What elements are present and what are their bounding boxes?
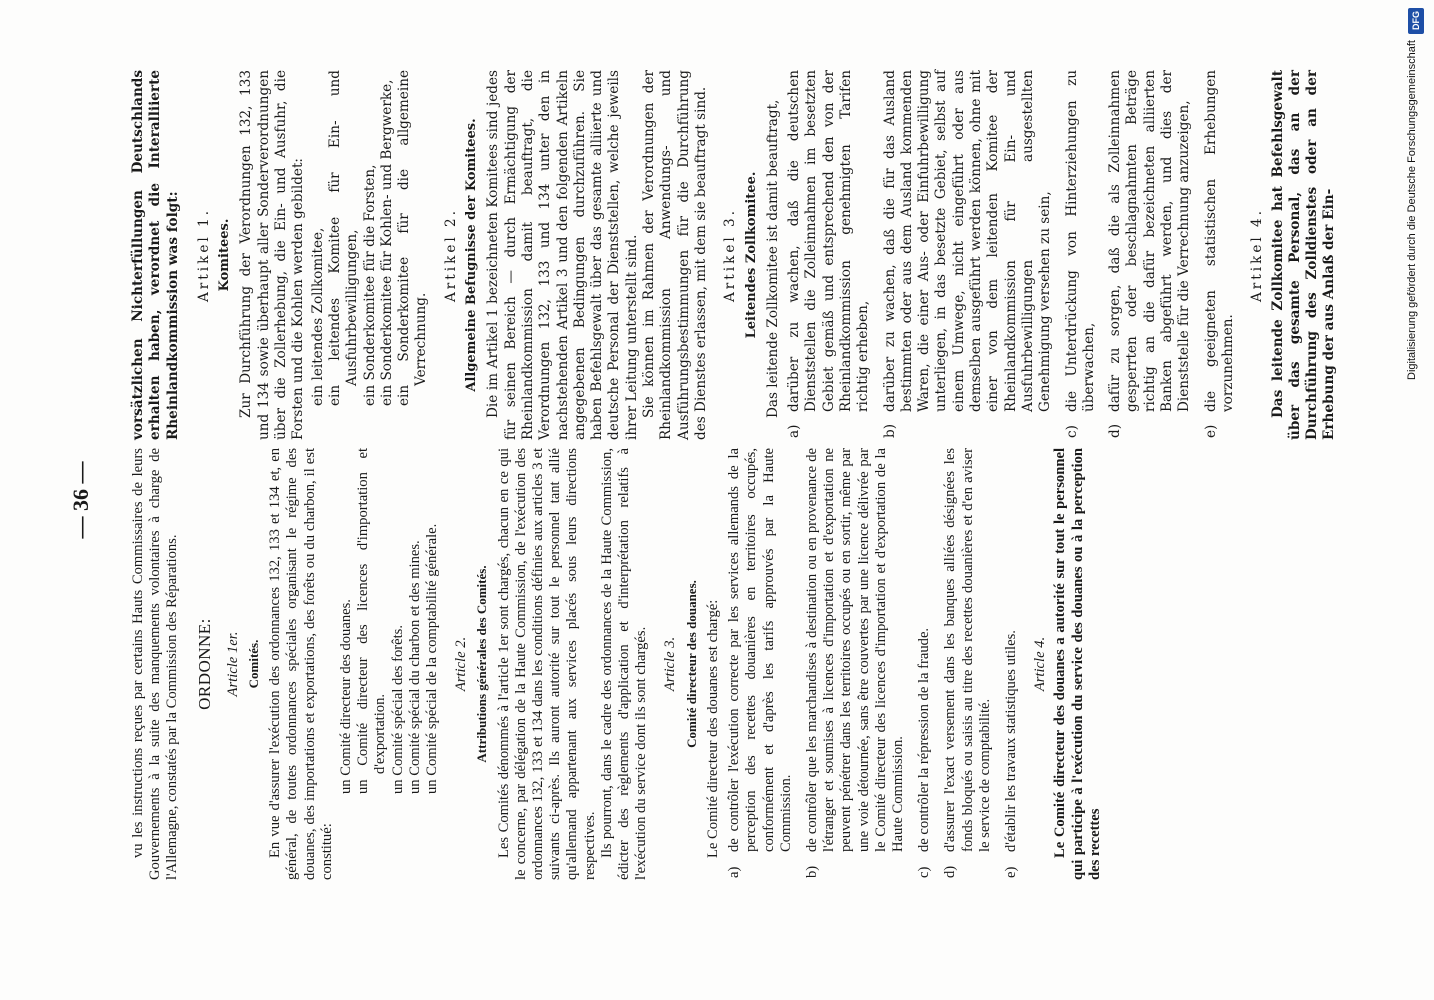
german-article-3-items — [786, 70, 1237, 440]
french-article-3-item — [942, 448, 994, 880]
french-intro: vu les instructions reçues par certains Hauts Commissaires de leurs Gouvernements à la suite des manquements volontaires à charge de l'Allemagne, constatés par la Commission des Réparations. — [130, 448, 181, 880]
french-article-3-item — [804, 448, 907, 880]
item-marker: b) — [881, 423, 898, 438]
german-intro: vorsätzlichen Nichterfüllungen Deutschlands erhalten haben, verordnet die Interalliierte Rheinlandkommission was folgt: — [130, 70, 181, 440]
german-committee-item: ein Sonderkomitee für die Forsten, — [361, 164, 378, 406]
item-text: dafür zu sorgen, daß die als Zolleinnahmen gesperrten oder beschlagnahmten Beträge richtig an die dafür bezeichneten alliierten Banken abgeführt werden, und dies der Dienststelle für die Verrechnung anzuzeigen, — [1107, 70, 1193, 412]
document-sheet — [60, 0, 1434, 1000]
german-article-3-item — [1107, 70, 1193, 440]
french-article-3-item — [1003, 448, 1020, 880]
german-article-1-text: Zur Durchführung der Verordnungen 132, 133 und 134 sowie überhaupt aller Sonderverordnungen über die Zollerhebung, die Ein- und Ausfuhr, die Forsten und die Kohlen werden gebildet: — [238, 70, 307, 440]
item-marker: e) — [1202, 424, 1219, 438]
french-article-2-subtitle: Attributions générales des Comités. — [474, 565, 490, 763]
german-article-2-subtitle: Allgemeine Befugnisse der Komitees. — [464, 118, 480, 392]
french-article-2-paragraph-1: Les Comités dénommés à l'article 1er sont chargés, chacun en ce qui le concerne, par délégation de la Haute Commission, de l'exécution des ordonnances 132, 133 et 134 dans les conditions définies aux articles 3 et suivants ci-après. Ils auront autorité sur tout le personnel tant allié qu'allemand appartenant aux services placés sous leurs directions respectives. — [495, 448, 598, 880]
item-text: d'assurer l'exact versement dans les banques alliées désignées les fonds bloqués ou saisis au titre des recettes douanières et d'en aviser le service de comptabilité. — [942, 448, 993, 852]
german-committee-item: ein leitendes Komitee für Ein- und Ausfuhrbewilligungen, — [326, 70, 361, 406]
french-article-3-item — [726, 448, 795, 880]
item-marker: c) — [916, 866, 933, 878]
german-committee-item: ein Sonderkomitee für Kohlen- und Bergwerke, — [378, 79, 395, 406]
french-article-2-heading: Article 2. — [453, 636, 470, 692]
item-marker: d) — [942, 865, 959, 878]
item-text: de contrôler que les marchandises à destination ou en provenance de l'étranger et soumises à licences d'importation et d'exportation ne peuvent pénétrer dans les territoires occupés ou en sortir, même par une voie détournée, sans être couvertes par une licence délivrée par le Comité directeur des licences d'importation et d'exportation de la Haute Commission. — [803, 448, 906, 852]
german-article-2-paragraph-2: Sie können im Rahmen der Verordnungen der Rheinlandkommission Anwendungs- und Ausführungsbestimmungen für die Durchführung des Dienstes erlassen, mit dem sie beauftragt sind. — [641, 70, 709, 440]
german-article-1-subtitle: Komitees. — [217, 218, 233, 292]
german-column — [130, 70, 1430, 440]
german-article-3-item — [1064, 70, 1099, 440]
french-committee-item: un Comité spécial de la comptabilité générale. — [424, 523, 441, 794]
german-committee-list — [310, 70, 431, 440]
item-marker: c) — [1063, 425, 1080, 438]
digitization-credit — [1400, 0, 1434, 1000]
german-article-1-heading: Artikel 1. — [195, 207, 212, 303]
french-article-3-heading: Article 3. — [662, 636, 679, 692]
german-article-4-heading: Artikel 4. — [1249, 207, 1266, 303]
french-article-4-heading: Article 4. — [1032, 636, 1049, 692]
german-article-3-item — [1203, 70, 1238, 440]
item-marker: b) — [803, 865, 820, 878]
item-marker: e) — [1002, 866, 1019, 878]
german-article-2-paragraph-1: Die im Artikel 1 bezeichneten Komitees sind jedes für seinen Bereich — durch Ermächtigung der Rheinlandkommission damit beauftragt, die Verordnungen 132, 133 und 134 unter den in nachstehenden Artikel 3 und den folgenden Artikeln angegebenen Bedingungen durchzuführen. Sie haben Befehlsgewalt über das gesamte alliierte und deutsche Personal der Dienststellen, welche jeweils ihrer Leitung unterstellt sind. — [485, 70, 640, 440]
french-committee-item: un Comité directeur des licences d'importation et d'exportation. — [355, 448, 389, 794]
german-article-3-item — [786, 70, 872, 440]
german-committee-item: ein Sonderkomitee für die allgemeine Verrechnung. — [396, 70, 430, 406]
french-committee-item: un Comité spécial des forêts. — [389, 624, 406, 794]
french-article-1-heading: Article 1er. — [224, 631, 241, 697]
german-committee-item: ein leitendes Zollkomitee, — [309, 227, 326, 406]
item-text: die Unterdrückung von Hinterziehungen zu überwachen, — [1063, 70, 1097, 412]
item-marker: d) — [1107, 423, 1124, 438]
french-article-3-lead: Le Comité directeur des douanes est chargé: — [704, 599, 721, 858]
french-article-1-text: En vue d'assurer l'exécution des ordonnances 132, 133 et 134 et, en général, de toutes ordonnances spéciales organisant le régime des douanes, des importations et exportations, des forêts ou du charbon, il est constitué: — [267, 448, 335, 880]
item-text: de contrôler la répression de la fraude. — [916, 627, 933, 852]
german-article-2-heading: Artikel 2. — [442, 207, 459, 303]
page-number: — 36 — — [68, 461, 93, 539]
german-article-3-lead: Das leitende Zollkomitee ist damit beauftragt, — [764, 99, 781, 418]
item-marker: a) — [786, 424, 803, 438]
french-ordonne-heading: ORDONNE: — [194, 618, 214, 710]
item-text: de contrôler l'exécution correcte par les services allemands de la perception des recettes douanières en territoires occupés, conformément et d'après les tarifs approuvés par la Haute Commission. — [726, 448, 794, 852]
french-article-4-text: Le Comité directeur des douanes a autorité sur tout le personnel qui participe à l'exécution du service des douanes ou à la perception des recettes — [1052, 448, 1103, 880]
french-column — [130, 448, 1430, 880]
german-article-4-text: Das leitende Zollkomitee hat Befehlsgewalt über das gesamte Personal, das an der Durchführung des Zolldienstes oder an der Erhebung der aus Anlaß der Ein- — [1269, 70, 1338, 440]
german-article-3-item — [882, 70, 1055, 440]
item-marker: a) — [726, 866, 743, 878]
item-text: darüber zu wachen, daß die für das Ausland bestimmten oder aus dem Ausland kommenden Waren, die einer Aus- oder Einfuhrbewilligung unterliegen, in das besetzte Gebiet, selbst auf einem Umwege, nicht eingeführt oder aus demselben ausgeführt werden können, ohne mit einer von dem leitenden Komitee der Rheinlandkommission für Ein- und Ausfuhrbewilligungen ausgestellten Genehmigung versehen zu sein, — [881, 70, 1054, 412]
item-text: darüber zu wachen, daß die deutschen Dienststellen die Zolleinnahmen im besetzten Gebiet gemäß und entsprechend den von der Rheinlandkommission genehmigten Tarifen richtig erheben, — [786, 70, 872, 412]
french-committee-item: un Comité spécial du charbon et des mines. — [406, 540, 423, 794]
french-article-3-subtitle: Comité directeur des douanes. — [683, 580, 699, 748]
dfg-logo: DFG — [1408, 8, 1424, 34]
french-article-1-subtitle: Comités. — [246, 639, 262, 689]
german-article-3-heading: Artikel 3. — [722, 207, 739, 303]
french-article-3-item — [916, 448, 933, 880]
item-text: die geeigneten statistischen Erhebungen vorzunehmen. — [1202, 70, 1236, 412]
german-article-3-subtitle: Leitendes Zollkomitee. — [743, 171, 759, 339]
credit-text: Digitalisierung gefördert durch die Deutsche Forschungsgemeinschaft — [1406, 40, 1418, 380]
french-article-2-paragraph-2: Ils pourront, dans le cadre des ordonnances de la Haute Commission, édicter des règlements d'application et d'interprétation relatifs à l'exécution du service dont ils sont chargés. — [598, 448, 650, 880]
french-article-3-items — [726, 448, 1020, 880]
french-committee-list — [338, 448, 441, 880]
french-committee-item: un Comité directeur des douanes. — [338, 599, 355, 794]
item-text: d'établir les travaux statistiques utiles. — [1002, 630, 1019, 852]
